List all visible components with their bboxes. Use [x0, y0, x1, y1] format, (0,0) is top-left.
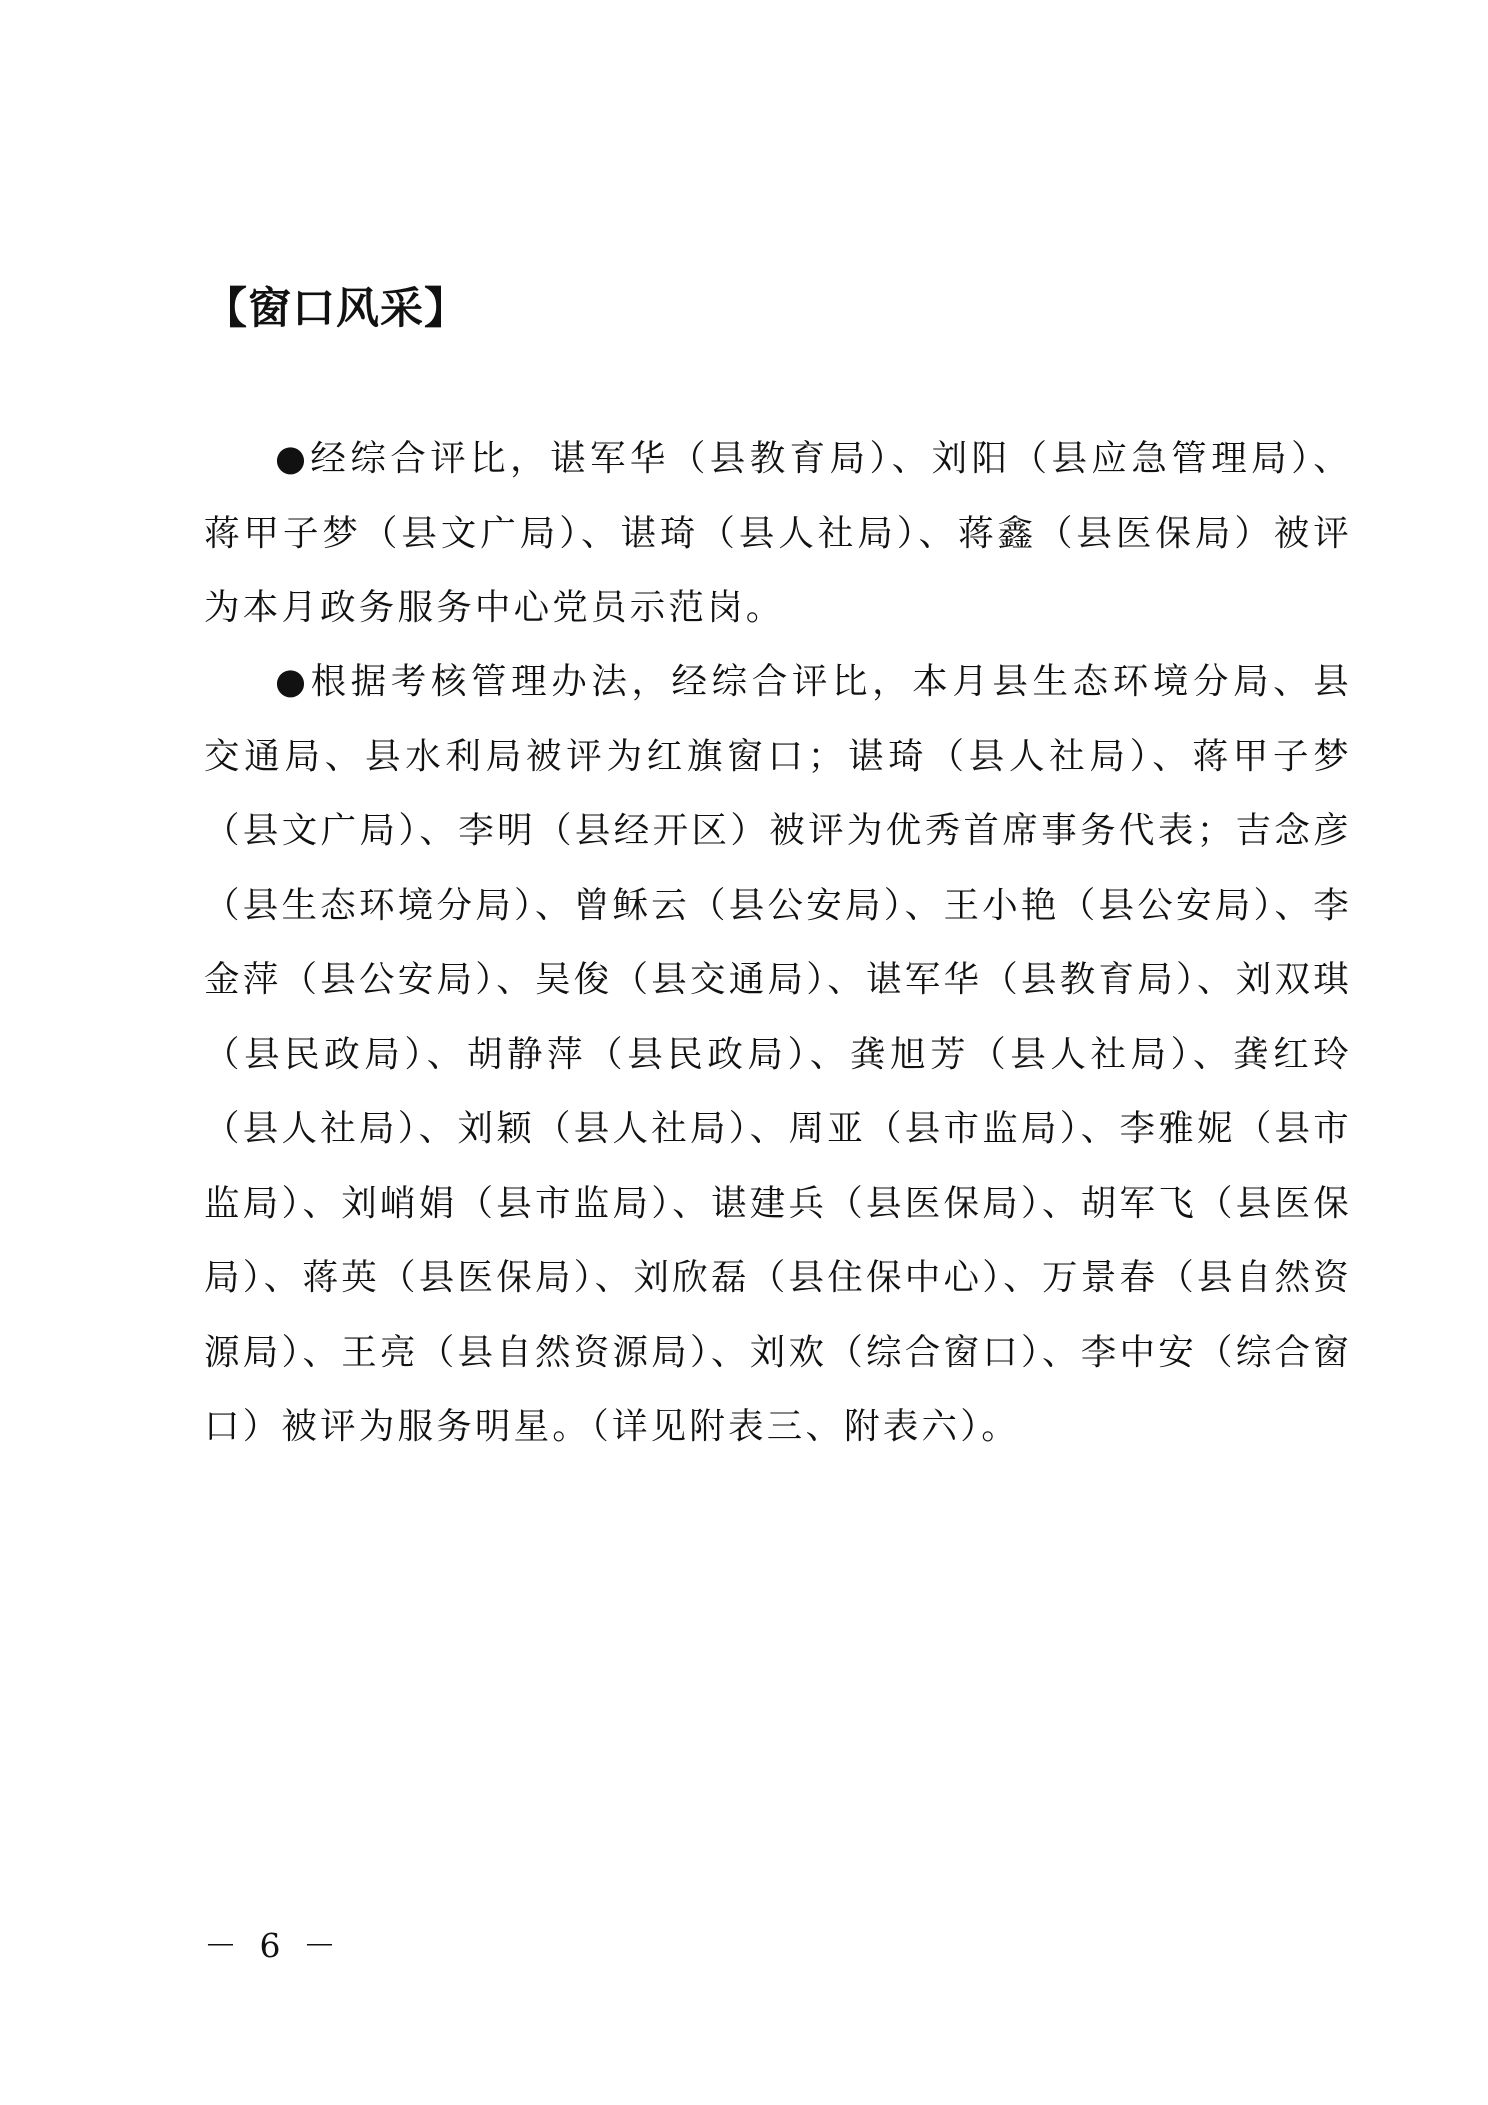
page-number: － 6 － [204, 1926, 342, 1965]
paragraph-party-member-model-posts: ●经综合评比，谌军华（县教育局）、刘阳（县应急管理局）、蒋甲子梦（县文广局）、谌琦（县人社局）、蒋鑫（县医保局）被评为本月政务服务中心党员示范岗。 [204, 438, 1352, 628]
paragraph-red-flag-and-service-stars: ●根据考核管理办法，经综合评比，本月县生态环境分局、县交通局、县水利局被评为红旗窗口；谌琦（县人社局）、蒋甲子梦（县文广局）、李明（县经开区）被评为优秀首席事务代表；吉念彦（县生态环境分局）、曾稣云（县公安局）、王小艳（县公安局）、李金萍（县公安局）、吴俊（县交通局）、谌军华（县教育局）、刘双琪（县民政局）、胡静萍（县民政局）、龚旭芳（县人社局）、龚红玲（县人社局）、刘颖（县人社局）、周亚（县市监局）、李雅妮（县市监局）、刘峭娟（县市监局）、谌建兵（县医保局）、胡军飞（县医保局）、蒋英（县医保局）、刘欣磊（县住保中心）、万景春（县自然资源局）、王亮（县自然资源局）、刘欢（综合窗口）、李中安（综合窗口）被评为服务明星。（详见附表三、附表六）。 [204, 661, 1352, 1447]
section-heading: 【窗口风采】 [204, 284, 468, 334]
